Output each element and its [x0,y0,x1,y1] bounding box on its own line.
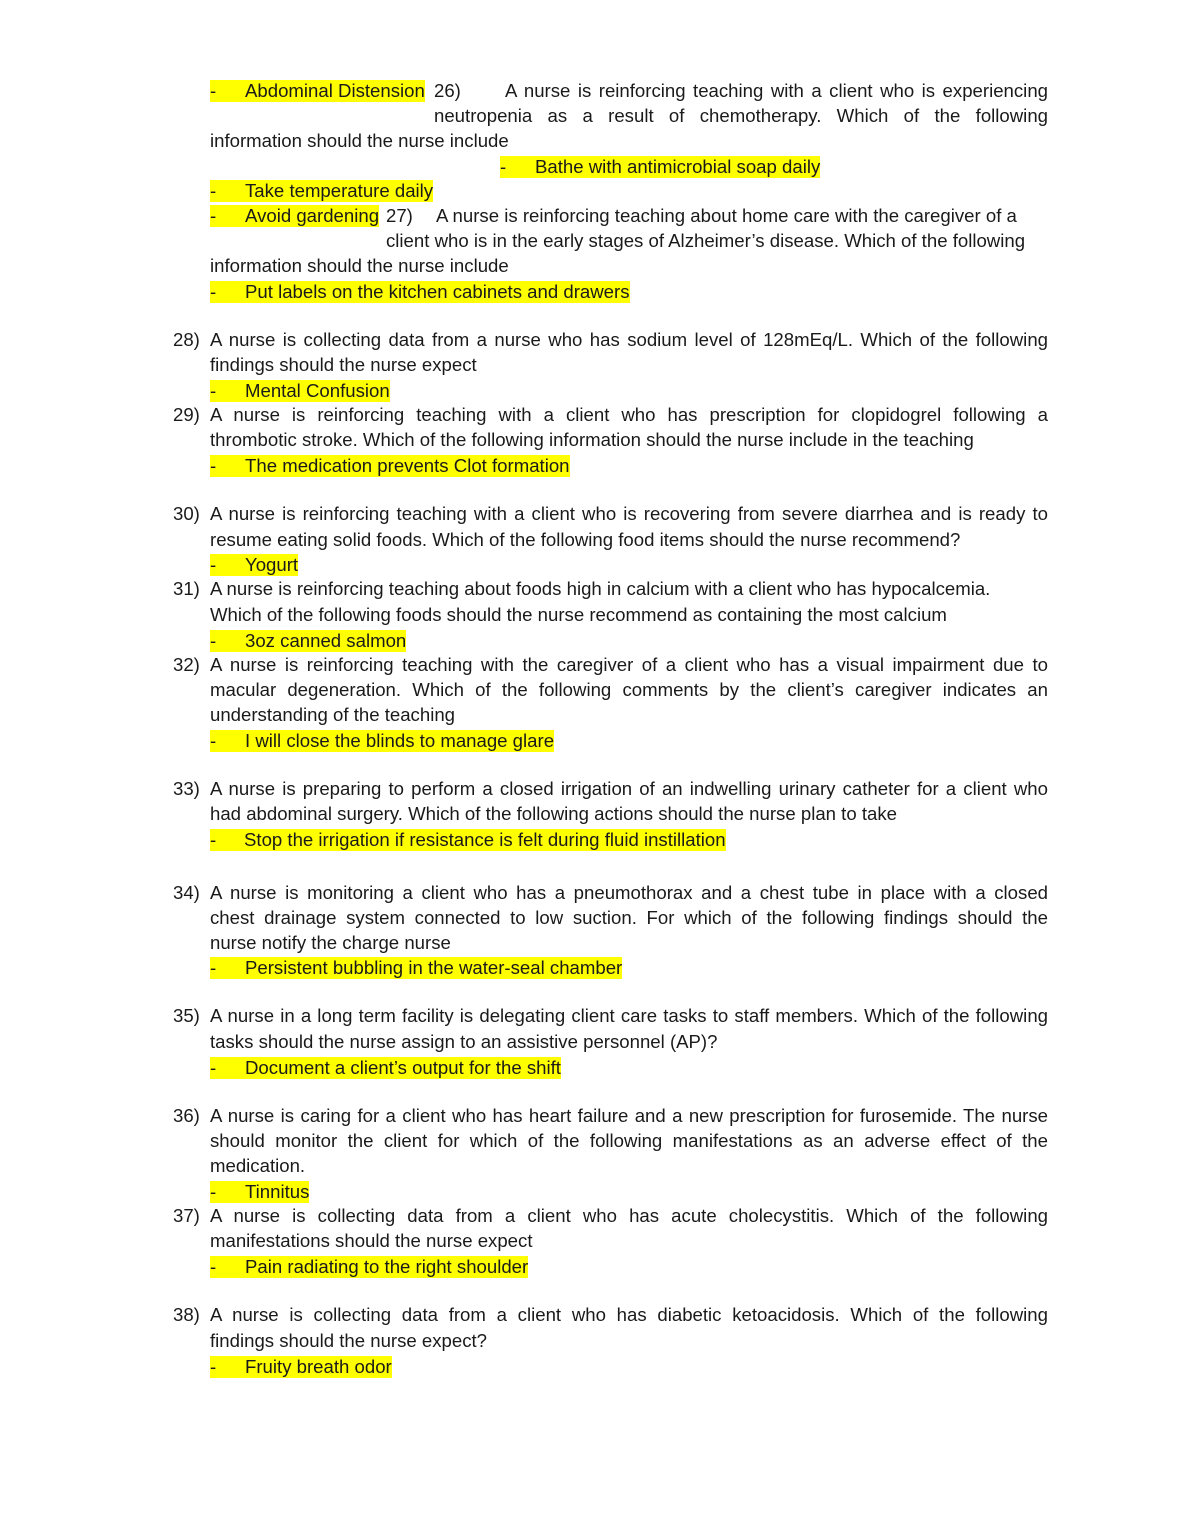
answer-text: I will close the blinds to manage glare [245,730,555,751]
question-text: A nurse is preparing to perform a closed irrigation of an indwelling urinary catheter for a client who [210,778,1048,799]
answer-text: Document a client’s output for the shift [245,1057,561,1078]
answer-dash: - [210,957,217,978]
answer-dash: - [210,1356,217,1377]
question-text: had abdominal surgery. Which of the following actions should the nurse plan to take [210,803,897,824]
question-text: A nurse is collecting data from a client who has diabetic ketoacidosis. Which of the following [210,1304,1048,1325]
answer-dash: - [210,205,217,226]
question-number: 29) [173,404,200,425]
answer-text: Pain radiating to the right shoulder [245,1256,529,1277]
answer-text: 3oz canned salmon [245,630,407,651]
answer-dash: - [210,180,217,201]
answer-text: Take temperature daily [245,180,434,201]
answer-text: Fruity breath odor [245,1356,392,1377]
question-text: should monitor the client for which of the following manifestations as an adverse effect of the [210,1130,1048,1151]
question-text: understanding of the teaching [210,704,456,725]
question-number: 38) [173,1304,200,1325]
question-text: findings should the nurse expect [210,354,477,375]
answer-dash: - [210,1057,217,1078]
question-text: nurse notify the charge nurse [210,932,451,953]
answer-dash: - [500,156,507,177]
question-text: client who is in the early stages of Alzheimer’s disease. Which of the following [386,230,1026,251]
answer-dash: - [210,80,217,101]
question-number: 27) [386,205,413,226]
answer-highlight [210,80,425,102]
question-number: 28) [173,329,200,350]
question-text: information should the nurse include [210,255,509,276]
answer-dash: - [210,829,217,850]
question-text: Which of the following foods should the nurse recommend as containing the most calcium [210,604,947,625]
answer-dash: - [210,281,217,302]
question-number: 32) [173,654,200,675]
question-number: 35) [173,1005,200,1026]
question-text: neutropenia as a result of chemotherapy. Which of the following [434,105,1048,126]
question-number: 37) [173,1205,200,1226]
question-text: A nurse is reinforcing teaching with a client who has prescription for clopidogrel following a [210,404,1048,425]
answer-highlight [210,630,406,652]
answer-highlight [210,829,726,851]
question-text: information should the nurse include [210,130,509,151]
answer-highlight [210,1181,309,1203]
answer-dash: - [210,380,217,401]
question-text: A nurse is collecting data from a nurse who has sodium level of 128mEq/L. Which of the following [210,329,1048,350]
question-text: A nurse is reinforcing teaching with a client who is recovering from severe diarrhea and is ready to [210,503,1048,524]
question-text: A nurse is collecting data from a client who has acute cholecystitis. Which of the following [210,1205,1048,1226]
question-text: medication. [210,1155,306,1176]
question-text: A nurse is monitoring a client who has a pneumothorax and a chest tube in place with a closed [210,882,1048,903]
answer-dash: - [210,1256,217,1277]
question-text: A nurse is reinforcing teaching with the caregiver of a client who has a visual impairment due to [210,654,1048,675]
answer-highlight [210,1356,392,1378]
answer-dash: - [210,554,217,575]
question-number: 34) [173,882,200,903]
answer-dash: - [210,630,217,651]
answer-dash: - [210,730,217,751]
answer-highlight [210,554,298,576]
answer-highlight [500,156,820,178]
answer-text: Stop the irrigation if resistance is felt during fluid instillation [244,829,726,850]
question-text: A nurse is caring for a client who has heart failure and a new prescription for furosemide. The nurse [210,1105,1048,1126]
answer-highlight [210,380,390,402]
question-text: macular degeneration. Which of the following comments by the client’s caregiver indicates an [210,679,1048,700]
question-text: chest drainage system connected to low suction. For which of the following findings should the [210,907,1048,928]
answer-dash: - [210,455,217,476]
question-text: A nurse in a long term facility is delegating client care tasks to staff members. Which of the following [210,1005,1048,1026]
answer-highlight [210,1256,528,1278]
answer-dash: - [210,1181,217,1202]
answer-text: Persistent bubbling in the water-seal chamber [245,957,623,978]
answer-highlight [210,455,570,477]
question-text: tasks should the nurse assign to an assistive personnel (AP)? [210,1031,718,1052]
answer-text: Bathe with antimicrobial soap daily [535,156,821,177]
question-text: thrombotic stroke. Which of the following information should the nurse include in the teaching [210,429,974,450]
question-number: 36) [173,1105,200,1126]
answer-text: Mental Confusion [245,380,390,401]
question-text: resume eating solid foods. Which of the following food items should the nurse recommend? [210,529,961,550]
answer-text: The medication prevents Clot formation [245,455,570,476]
question-number: 31) [173,578,200,599]
answer-text: Tinnitus [245,1181,310,1202]
answer-highlight [210,730,554,752]
answer-highlight [210,1057,561,1079]
answer-highlight [210,281,630,303]
question-text: A nurse is reinforcing teaching about home care with the caregiver of a [436,205,1017,226]
answer-text: Put labels on the kitchen cabinets and drawers [245,281,630,302]
question-text: A nurse is reinforcing teaching with a client who is experiencing [505,80,1048,101]
answer-text: Abdominal Distension [245,80,425,101]
answer-text: Avoid gardening [245,205,380,226]
question-text: findings should the nurse expect? [210,1330,488,1351]
question-number: 30) [173,503,200,524]
question-text: manifestations should the nurse expect [210,1230,533,1251]
answer-highlight [210,180,433,202]
answer-highlight [210,205,379,227]
answer-text: Yogurt [245,554,299,575]
answer-highlight [210,957,622,979]
question-number: 26) [434,80,461,101]
question-text: A nurse is reinforcing teaching about foods high in calcium with a client who has hypocalcemia. [210,578,991,599]
question-number: 33) [173,778,200,799]
